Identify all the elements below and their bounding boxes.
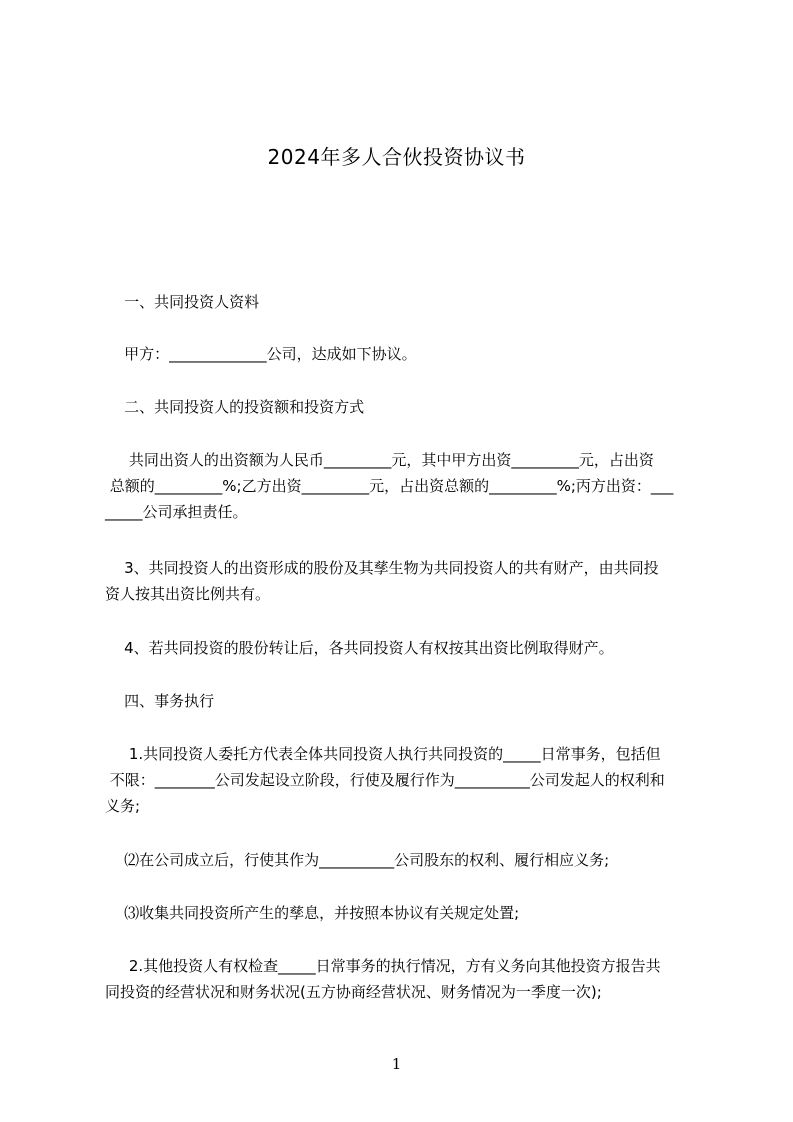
- section-heading-2: 二、共同投资人的投资额和投资方式: [105, 398, 365, 416]
- paragraph-party-a: 甲方：_____________公司，达成如下协议。: [105, 345, 417, 363]
- page-number: 1: [391, 1055, 402, 1073]
- paragraph-collect-interest: ⑶收集共同投资所产生的孳息，并按照本协议有关规定处置;: [105, 904, 520, 922]
- paragraph-shareholder-rights: ⑵在公司成立后，行使其作为__________公司股东的权利、履行相应义务;: [105, 851, 610, 869]
- paragraph-shared-property: 3、共同投资人的出资形成的股份及其孳生物为共同投资人的共有财产，由共同投 资人按其出资比例共有。: [105, 559, 659, 603]
- paragraph-share-transfer: 4、若共同投资的股份转让后，各共同投资人有权按其出资比例取得财产。: [105, 639, 614, 657]
- document-title: 2024年多人合伙投资协议书: [267, 145, 526, 169]
- section-heading-4: 四、事务执行: [105, 692, 215, 710]
- paragraph-delegation: 1.共同投资人委托方代表全体共同投资人执行共同投资的_____日常事务，包括但 不限：________公司发起设立阶段，行使及履行作为__________公司发起人的权利和 义务;: [105, 745, 665, 815]
- paragraph-investment-amount: 共同出资人的出资额为人民币_________元，其中甲方出资_________元，占出资 总额的_________%;乙方出资_________元，占出资总额的_________%;丙方出资：___ _____公司承担责任。: [105, 451, 674, 521]
- paragraph-inspection: 2.其他投资人有权检查_____日常事务的执行情况，方有义务向其他投资方报告共 同投资的经营状况和财务状况(五方协商经营状况、财务情况为一季度一次);: [105, 957, 661, 1001]
- section-heading-1: 一、共同投资人资料: [105, 293, 260, 311]
